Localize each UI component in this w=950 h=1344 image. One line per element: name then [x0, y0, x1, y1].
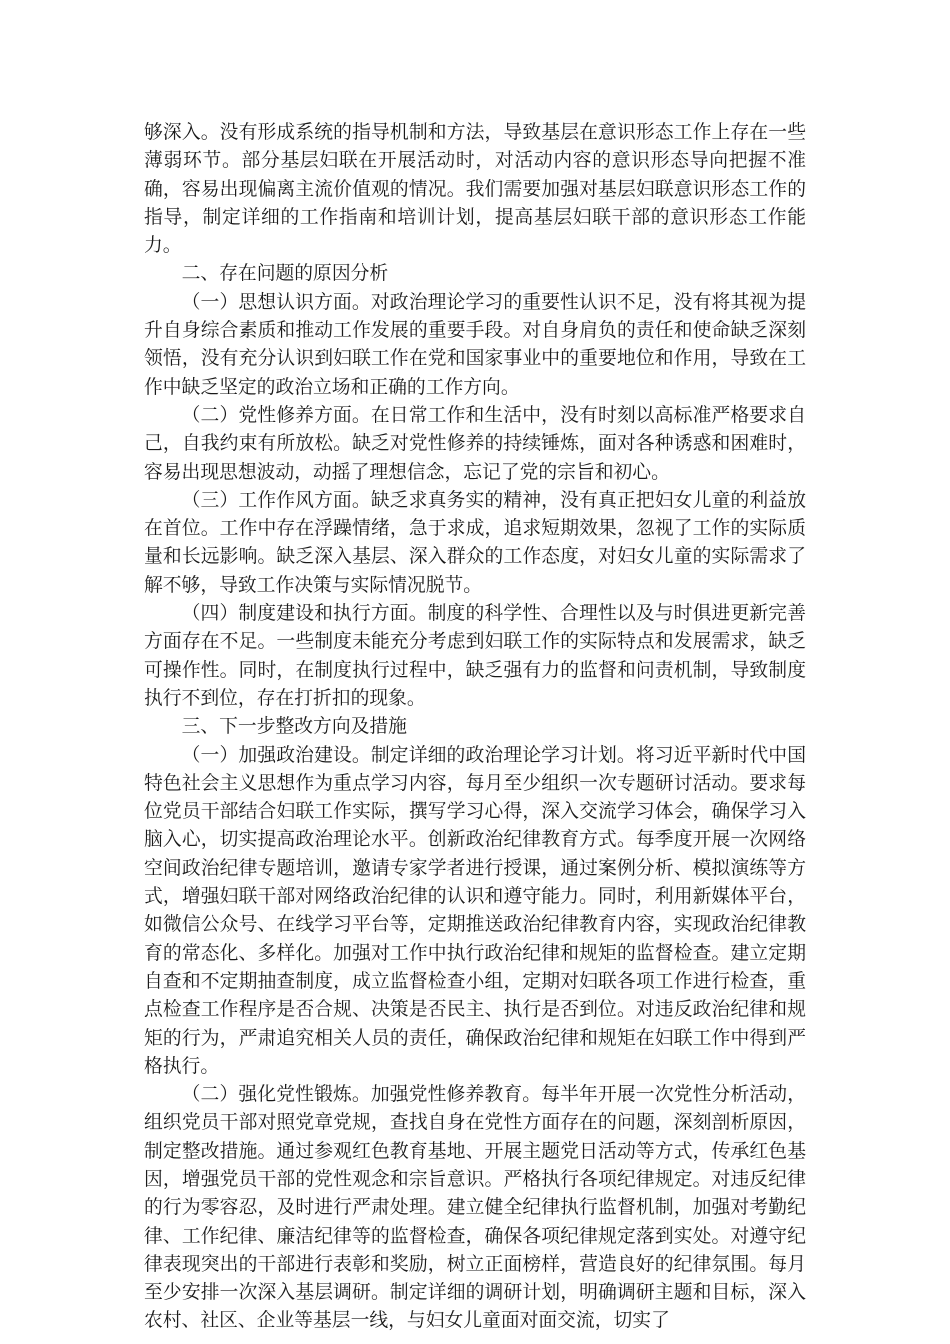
section-heading-2: 二、存在问题的原因分析: [181, 263, 389, 285]
document-page: [144, 119, 806, 1336]
body-paragraph: （二）强化党性锻炼。加强党性修养教育。每半年开展一次党性分析活动，组织党员干部对照党章党规，查找自身在党性方面存在的问题，深刻剖析原因，制定整改措施。通过参观红色教育基地、开展主题党日活动等方式，传承红色基因，增强党员干部的党性观念和宗旨意识。严格执行各项纪律规定。对违反纪律的行为零容忍，及时进行严肃处理。建立健全纪律执行监督机制，加强对考勤纪律、工作纪律、廉洁纪律等的监督检查，确保各项纪律规定落到实处。对遵守纪律表现突出的干部进行表彰和奖励，树立正面榜样，营造良好的纪律氛围。每月至少安排一次深入基层调研。制定详细的调研计划，明确调研主题和目标，深入农村、社区、企业等基层一线，与妇女儿童面对面交流，切实了: [144, 1084, 806, 1332]
body-paragraph: （三）工作作风方面。缺乏求真务实的精神，没有真正把妇女儿童的利益放在首位。工作中存在浮躁情绪，急于求成，追求短期效果，忽视了工作的实际质量和长远影响。缺乏深入基层、深入群众的工作态度，对妇女儿童的实际需求了解不够，导致工作决策与实际情况脱节。: [144, 489, 806, 596]
body-paragraph: （二）党性修养方面。在日常工作和生活中，没有时刻以高标准严格要求自己，自我约束有所放松。缺乏对党性修养的持续锤炼，面对各种诱惑和困难时，容易出现思想波动，动摇了理想信念，忘记了党的宗旨和初心。: [144, 404, 806, 483]
body-paragraph: （一）加强政治建设。制定详细的政治理论学习计划。将习近平新时代中国特色社会主义思想作为重点学习内容，每月至少组织一次专题研讨活动。要求每位党员干部结合妇联工作实际，撰写学习心得，深入交流学习体会，确保学习入脑入心，切实提高政治理论水平。创新政治纪律教育方式。每季度开展一次网络空间政治纪律专题培训，邀请专家学者进行授课，通过案例分析、模拟演练等方式，增强妇联干部对网络政治纪律的认识和遵守能力。同时，利用新媒体平台，如微信公众号、在线学习平台等，定期推送政治纪律教育内容，实现政治纪律教育的常态化、多样化。加强对工作中执行政治纪律和规矩的监督检查。建立定期自查和不定期抽查制度，成立监督检查小组，定期对妇联各项工作进行检查，重点检查工作程序是否合规、决策是否民主、执行是否到位。对违反政治纪律和规矩的行为，严肃追究相关人员的责任，确保政治纪律和规矩在妇联工作中得到严格执行。: [144, 744, 806, 1077]
body-paragraph: （四）制度建设和执行方面。制度的科学性、合理性以及与时俱进更新完善方面存在不足。一些制度未能充分考虑到妇联工作的实际特点和发展需求，缺乏可操作性。同时，在制度执行过程中，缺乏强有力的监督和问责机制，导致制度执行不到位，存在打折扣的现象。: [144, 603, 806, 709]
body-paragraph: 够深入。没有形成系统的指导机制和方法，导致基层在意识形态工作上存在一些薄弱环节。部分基层妇联在开展活动时，对活动内容的意识形态导向把握不准确，容易出现偏离主流价值观的情况。我们需要加强对基层妇联意识形态工作的指导，制定详细的工作指南和培训计划，提高基层妇联干部的意识形态工作能力。: [144, 122, 806, 257]
section-heading-3: 三、下一步整改方向及措施: [181, 716, 407, 738]
body-paragraph: （一）思想认识方面。对政治理论学习的重要性认识不足，没有将其视为提升自身综合素质和推动工作发展的重要手段。对自身肩负的责任和使命缺乏深刻领悟，没有充分认识到妇联工作在党和国家事业中的重要地位和作用，导致在工作中缺乏坚定的政治立场和正确的工作方向。: [144, 291, 806, 398]
